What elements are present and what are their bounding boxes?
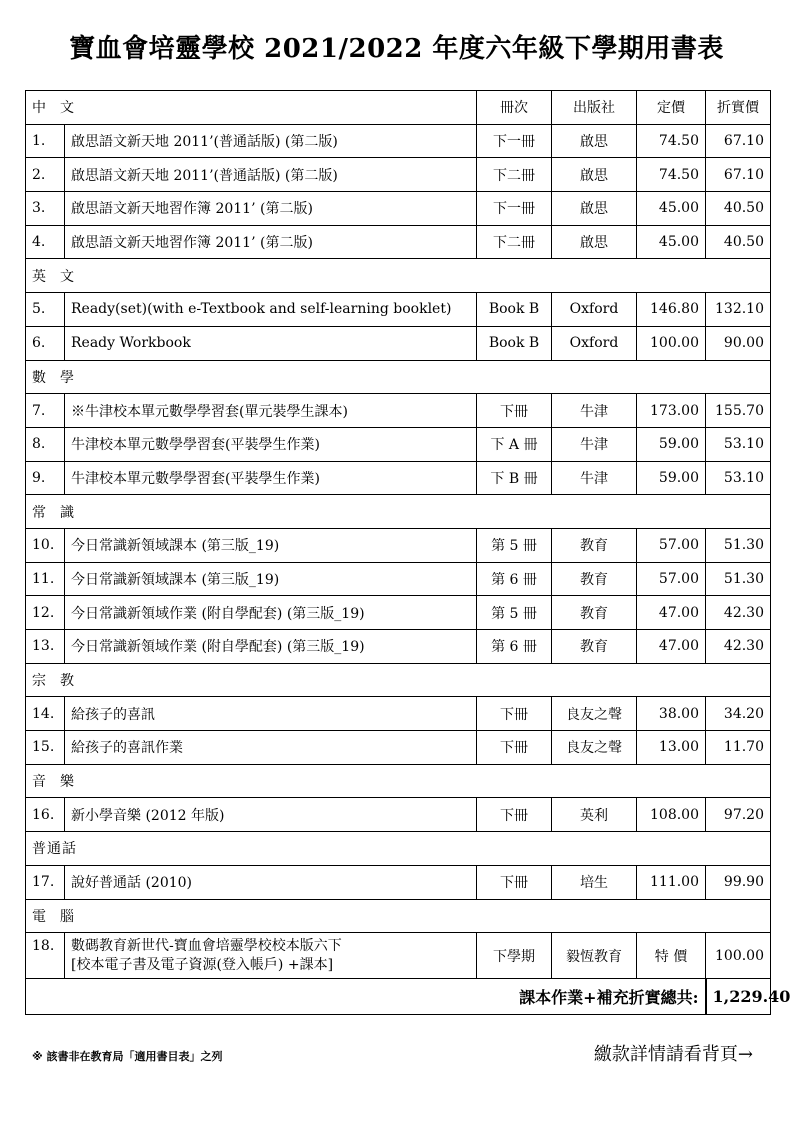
row-number: 7. bbox=[26, 394, 65, 428]
book-discount-price: 53.10 bbox=[706, 461, 771, 495]
table-row bbox=[26, 225, 771, 259]
book-price: 57.00 bbox=[637, 528, 706, 562]
book-publisher: 教育 bbox=[552, 630, 637, 664]
header-volume: 冊次 bbox=[477, 91, 552, 125]
book-price: 45.00 bbox=[637, 225, 706, 259]
book-price: 47.00 bbox=[637, 596, 706, 630]
book-price: 74.50 bbox=[637, 158, 706, 192]
book-title: 啟思語文新天地 2011’(普通話版) (第二版) bbox=[65, 158, 477, 192]
book-title: 新小學音樂 (2012 年版) bbox=[65, 798, 477, 832]
book-title: 今日常識新領域課本 (第三版_19) bbox=[65, 562, 477, 596]
book-publisher: 培生 bbox=[552, 865, 637, 899]
section-label-computer: 電腦 bbox=[26, 899, 771, 933]
row-number: 10. bbox=[26, 528, 65, 562]
book-discount-price: 97.20 bbox=[706, 798, 771, 832]
table-row bbox=[26, 427, 771, 461]
book-publisher: 啟思 bbox=[552, 225, 637, 259]
book-discount-price: 99.90 bbox=[706, 865, 771, 899]
book-volume: 下冊 bbox=[477, 697, 552, 731]
book-discount-price: 34.20 bbox=[706, 697, 771, 731]
payment-note: 繳款詳情請看背頁→ bbox=[593, 1044, 753, 1065]
book-publisher: 教育 bbox=[552, 596, 637, 630]
row-number: 16. bbox=[26, 798, 65, 832]
book-publisher: 牛津 bbox=[552, 461, 637, 495]
book-discount-price: 40.50 bbox=[706, 192, 771, 226]
table-row bbox=[26, 731, 771, 765]
book-publisher: 教育 bbox=[552, 562, 637, 596]
table-header-row bbox=[26, 91, 771, 125]
book-volume: 下一冊 bbox=[477, 124, 552, 158]
row-number: 18. bbox=[26, 933, 65, 979]
book-price: 173.00 bbox=[637, 394, 706, 428]
book-publisher: 牛津 bbox=[552, 394, 637, 428]
row-number: 17. bbox=[26, 865, 65, 899]
table-row bbox=[26, 865, 771, 899]
book-publisher: 良友之聲 bbox=[552, 697, 637, 731]
book-title: 今日常識新領域課本 (第三版_19) bbox=[65, 528, 477, 562]
row-number: 12. bbox=[26, 596, 65, 630]
book-title: 啟思語文新天地習作簿 2011’ (第二版) bbox=[65, 192, 477, 226]
book-discount-price: 40.50 bbox=[706, 225, 771, 259]
book-publisher: 毅恆教育 bbox=[552, 933, 637, 979]
book-discount-price: 51.30 bbox=[706, 562, 771, 596]
book-discount-price: 67.10 bbox=[706, 158, 771, 192]
total-label: 課本作業+補充折實總共: bbox=[26, 979, 706, 1015]
book-price: 100.00 bbox=[637, 326, 706, 360]
book-list-table bbox=[25, 90, 791, 1015]
header-subject: 中文 bbox=[26, 91, 477, 125]
book-volume: 下冊 bbox=[477, 394, 552, 428]
book-title: 給孩子的喜訊作業 bbox=[65, 731, 477, 765]
total-value: 1,229.40 bbox=[706, 979, 771, 1015]
section-label-putonghua: 普通話 bbox=[26, 832, 771, 866]
row-number: 14. bbox=[26, 697, 65, 731]
table-row bbox=[26, 293, 771, 327]
book-volume: 第 6 冊 bbox=[477, 562, 552, 596]
book-discount-price: 51.30 bbox=[706, 528, 771, 562]
row-number: 5. bbox=[26, 293, 65, 327]
book-title-line-2: [校本電子書及電子資源(登入帳戶) +課本] bbox=[71, 956, 334, 973]
book-publisher: 啟思 bbox=[552, 192, 637, 226]
book-title: 啟思語文新天地習作簿 2011’ (第二版) bbox=[65, 225, 477, 259]
book-discount-price: 67.10 bbox=[706, 124, 771, 158]
book-price: 74.50 bbox=[637, 124, 706, 158]
section-row-math bbox=[26, 360, 771, 394]
book-publisher: 牛津 bbox=[552, 427, 637, 461]
section-label-math: 數學 bbox=[26, 360, 771, 394]
book-price: 108.00 bbox=[637, 798, 706, 832]
book-title: 今日常識新領域作業 (附自學配套) (第三版_19) bbox=[65, 630, 477, 664]
section-row-putonghua bbox=[26, 832, 771, 866]
book-title: 說好普通話 (2010) bbox=[65, 865, 477, 899]
book-volume: Book B bbox=[477, 293, 552, 327]
book-title: 牛津校本單元數學學習套(平裝學生作業) bbox=[65, 427, 477, 461]
book-discount-price: 42.30 bbox=[706, 630, 771, 664]
book-volume: 第 5 冊 bbox=[477, 528, 552, 562]
total-row bbox=[26, 979, 771, 1015]
table-row bbox=[26, 192, 771, 226]
book-publisher: 英利 bbox=[552, 798, 637, 832]
book-volume: Book B bbox=[477, 326, 552, 360]
section-label-general: 常識 bbox=[26, 495, 771, 529]
page-title: 寶血會培靈學校 2021/2022 年度六年級下學期用書表 bbox=[69, 34, 724, 64]
book-volume: 下冊 bbox=[477, 731, 552, 765]
book-volume: 下 A 冊 bbox=[477, 427, 552, 461]
row-number: 15. bbox=[26, 731, 65, 765]
book-title: ※牛津校本單元數學學習套(單元裝學生課本) bbox=[65, 394, 477, 428]
book-publisher: 良友之聲 bbox=[552, 731, 637, 765]
book-discount-price: 42.30 bbox=[706, 596, 771, 630]
book-publisher: 教育 bbox=[552, 528, 637, 562]
table-row bbox=[26, 596, 771, 630]
book-publisher: 啟思 bbox=[552, 158, 637, 192]
book-discount-price: 100.00 bbox=[706, 933, 771, 979]
book-price: 57.00 bbox=[637, 562, 706, 596]
footnote: ※ 該書非在教育局「適用書目表」之列 bbox=[32, 1050, 223, 1063]
book-volume: 下冊 bbox=[477, 865, 552, 899]
book-volume: 下一冊 bbox=[477, 192, 552, 226]
book-discount-price: 155.70 bbox=[706, 394, 771, 428]
table-row bbox=[26, 158, 771, 192]
book-discount-price: 53.10 bbox=[706, 427, 771, 461]
book-volume: 第 6 冊 bbox=[477, 630, 552, 664]
book-discount-price: 90.00 bbox=[706, 326, 771, 360]
section-label-english: 英文 bbox=[26, 259, 771, 293]
book-title: Ready Workbook bbox=[65, 326, 477, 360]
book-volume: 下 B 冊 bbox=[477, 461, 552, 495]
row-number: 9. bbox=[26, 461, 65, 495]
section-label-religion: 宗教 bbox=[26, 663, 771, 697]
book-volume: 下學期 bbox=[477, 933, 552, 979]
table-row bbox=[26, 461, 771, 495]
book-title bbox=[65, 933, 477, 979]
header-price: 定價 bbox=[637, 91, 706, 125]
book-title: 牛津校本單元數學學習套(平裝學生作業) bbox=[65, 461, 477, 495]
book-price: 45.00 bbox=[637, 192, 706, 226]
book-title: 給孩子的喜訊 bbox=[65, 697, 477, 731]
book-price: 59.00 bbox=[637, 461, 706, 495]
book-title: 啟思語文新天地 2011’(普通話版) (第二版) bbox=[65, 124, 477, 158]
row-number: 4. bbox=[26, 225, 65, 259]
book-price: 146.80 bbox=[637, 293, 706, 327]
table-row bbox=[26, 394, 771, 428]
section-label-music: 音樂 bbox=[26, 764, 771, 798]
row-number: 1. bbox=[26, 124, 65, 158]
book-discount-price: 132.10 bbox=[706, 293, 771, 327]
book-discount-price: 11.70 bbox=[706, 731, 771, 765]
table-row bbox=[26, 562, 771, 596]
table-row bbox=[26, 798, 771, 832]
header-discount-price: 折實價 bbox=[706, 91, 771, 125]
section-row-computer bbox=[26, 899, 771, 933]
section-row-music bbox=[26, 764, 771, 798]
book-publisher: Oxford bbox=[552, 293, 637, 327]
book-publisher: Oxford bbox=[552, 326, 637, 360]
book-volume: 下二冊 bbox=[477, 158, 552, 192]
row-number: 3. bbox=[26, 192, 65, 226]
book-volume: 下二冊 bbox=[477, 225, 552, 259]
row-number: 2. bbox=[26, 158, 65, 192]
table-row bbox=[26, 630, 771, 664]
section-row-general bbox=[26, 495, 771, 529]
book-price: 特 價 bbox=[637, 933, 706, 979]
table-row bbox=[26, 124, 771, 158]
book-title: 今日常識新領域作業 (附自學配套) (第三版_19) bbox=[65, 596, 477, 630]
book-price: 13.00 bbox=[637, 731, 706, 765]
row-number: 8. bbox=[26, 427, 65, 461]
header-publisher: 出版社 bbox=[552, 91, 637, 125]
book-volume: 第 5 冊 bbox=[477, 596, 552, 630]
book-price: 59.00 bbox=[637, 427, 706, 461]
section-row-religion bbox=[26, 663, 771, 697]
table-row bbox=[26, 326, 771, 360]
book-price: 47.00 bbox=[637, 630, 706, 664]
book-price: 38.00 bbox=[637, 697, 706, 731]
book-price: 111.00 bbox=[637, 865, 706, 899]
row-number: 13. bbox=[26, 630, 65, 664]
row-number: 6. bbox=[26, 326, 65, 360]
book-publisher: 啟思 bbox=[552, 124, 637, 158]
book-title: Ready(set)(with e-Textbook and self-learning booklet) bbox=[65, 293, 477, 327]
book-title-line-1: 數碼教育新世代-寶血會培靈學校校本版六下 bbox=[71, 937, 342, 954]
table-row bbox=[26, 697, 771, 731]
row-number: 11. bbox=[26, 562, 65, 596]
table-row bbox=[26, 528, 771, 562]
section-row-english bbox=[26, 259, 771, 293]
table-row bbox=[26, 933, 771, 979]
book-volume: 下冊 bbox=[477, 798, 552, 832]
